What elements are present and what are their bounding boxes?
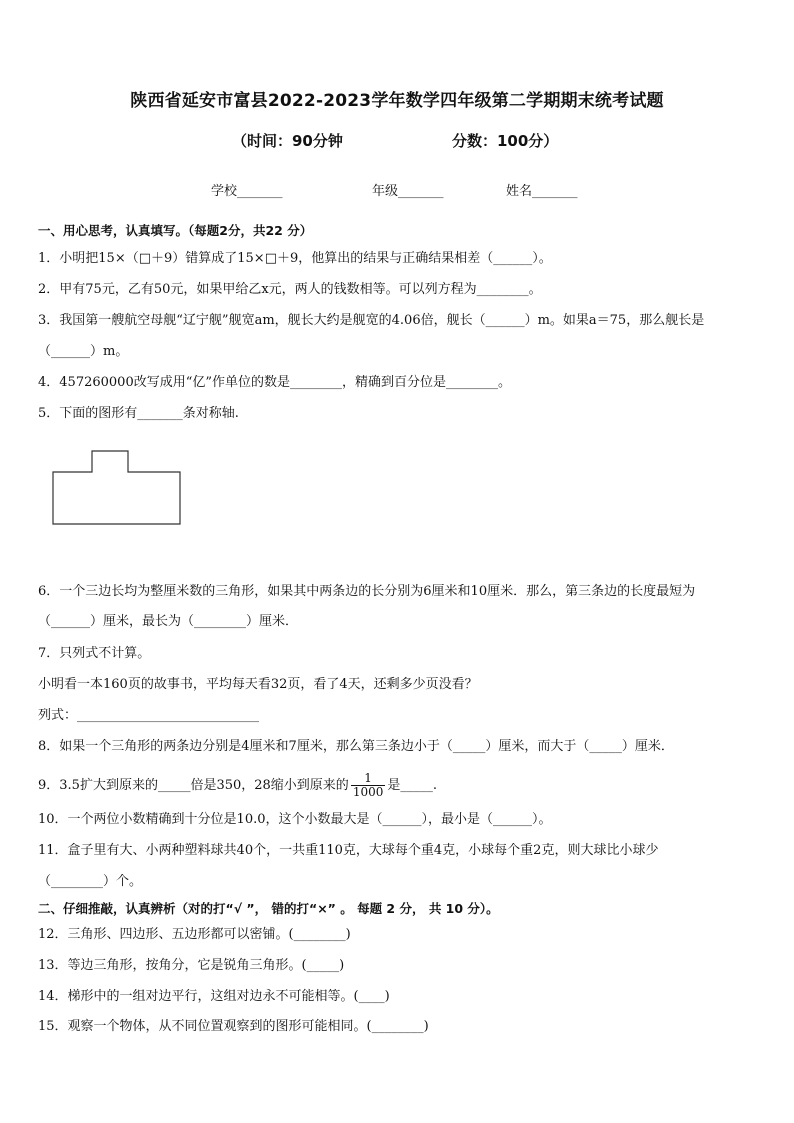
school-field: 学校_______	[211, 184, 283, 199]
question-6-line1: 6．一个三边长均为整厘米数的三角形，如果其中两条边的长分别为6厘米和10厘米．那么，第三条边的长度最短为	[38, 584, 696, 599]
section1-heading: 一、用心思考，认真填写。（每题2分，共22 分）	[38, 223, 313, 238]
question-13: 13．等边三角形，按角分，它是锐角三角形。(_____)	[38, 958, 345, 973]
fraction	[351, 772, 386, 799]
cross-outline	[53, 451, 180, 524]
question-11-line1: 11．盒子里有大、小两种塑料球共40个，一共重110克，大球每个重4克，小球每个重2克，则大球比小球少	[38, 843, 659, 858]
question-7-answer: 列式：____________________________	[38, 708, 260, 723]
question-3-line2: （______）m。	[38, 344, 129, 359]
cross-shape-figure	[52, 450, 182, 526]
question-9-text: 9．3.5扩大到原来的_____倍是350，28缩小到原来的	[38, 778, 349, 793]
question-11-line2: （________）个。	[38, 874, 143, 889]
question-12: 12．三角形、四边形、五边形都可以密铺。(________)	[38, 927, 351, 942]
exam-score: 分数：100分）	[452, 132, 559, 150]
question-2: 2．甲有75元，乙有50元，如果甲给乙x元，两人的钱数相等。可以列方程为________。	[38, 282, 542, 297]
question-5: 5．下面的图形有_______条对称轴.	[38, 406, 239, 421]
fraction-denominator: 1000	[352, 785, 384, 799]
question-14: 14．梯形中的一组对边平行，这组对边永不可能相等。(____)	[38, 989, 390, 1004]
question-7-line2: 小明看一本160页的故事书，平均每天看32页，看了4天，还剩多少页没看？	[38, 677, 478, 692]
question-15: 15．观察一个物体，从不同位置观察到的图形可能相同。(________)	[38, 1019, 429, 1034]
question-9	[38, 772, 437, 799]
question-1: 1．小明把15×（□＋9）错算成了15×□＋9，他算出的结果与正确结果相差（______）。	[38, 251, 552, 266]
exam-time: （时间：90分钟	[232, 132, 343, 150]
section2-heading: 二、仔细推敲，认真辨析（对的打“√ ”， 错的打“×” 。 每题 2 分， 共 10 分）。	[38, 901, 499, 916]
question-3-line1: 3．我国第一艘航空母舰“辽宁舰”舰宽am，舰长大约是舰宽的4.06倍，舰长（______）m。如果a＝75，那么舰长是	[38, 313, 705, 328]
question-6-line2: （______）厘米，最长为（________）厘米．	[38, 614, 299, 629]
name-field: 姓名_______	[506, 184, 578, 199]
question-10: 10．一个两位小数精确到十分位是10.0，这个小数最大是（______），最小是（______）。	[38, 812, 552, 827]
question-8: 8．如果一个三角形的两条边分别是4厘米和7厘米，那么第三条边小于（_____）厘米，而大于（_____）厘米．	[38, 739, 674, 754]
exam-title: 陕西省延安市富县2022-2023学年数学四年级第二学期期末统考试题	[130, 91, 664, 111]
question-7-line1: 7．只列式不计算。	[38, 646, 151, 661]
fraction-numerator: 1	[351, 772, 386, 786]
question-9-tail: 是_____.	[387, 778, 437, 793]
question-4: 4．457260000改写成用“亿”作单位的数是________，精确到百分位是________。	[38, 375, 512, 390]
grade-field: 年级_______	[372, 184, 444, 199]
